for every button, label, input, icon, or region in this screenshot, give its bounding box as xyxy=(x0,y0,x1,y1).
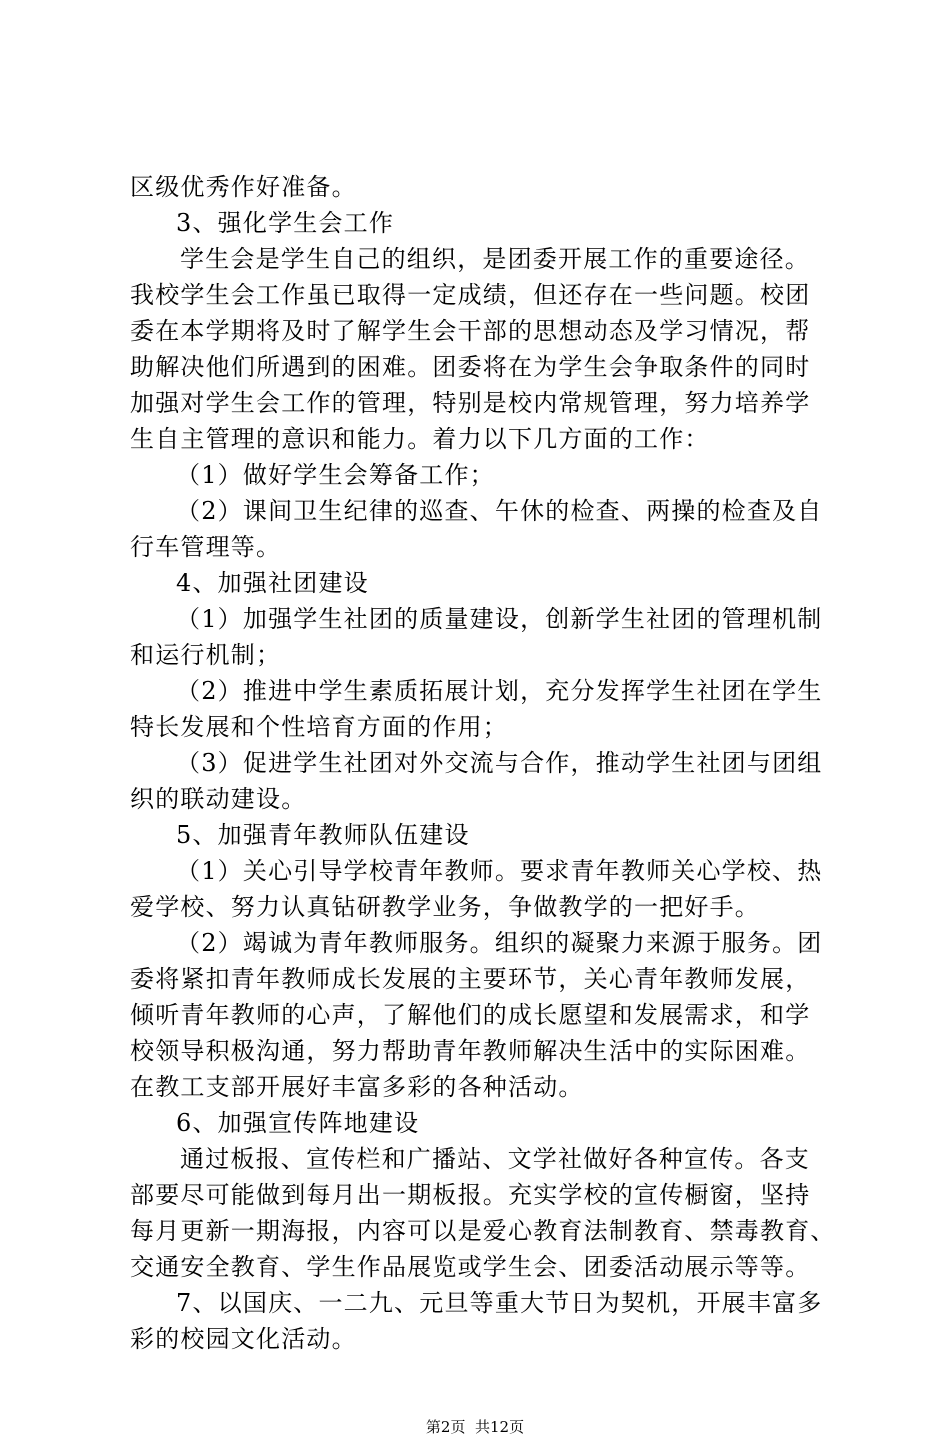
text-line: 每月更新一期海报，内容可以是爱心教育法制教育、禁毒教育、 xyxy=(130,1217,836,1245)
text-line: 织的联动建设。 xyxy=(130,785,307,813)
list-item: （1）加强学生社团的质量建设，创新学生社团的管理机制 xyxy=(176,605,823,633)
list-item: （1）关心引导学校青年教师。要求青年教师关心学校、热 xyxy=(176,857,823,885)
text-line: 交通安全教育、学生作品展览或学生会、团委活动展示等等。 xyxy=(130,1253,811,1281)
list-item: （2）课间卫生纪律的巡查、午休的检查、两操的检查及自 xyxy=(176,497,823,525)
text-line: 通过板报、宣传栏和广播站、文学社做好各种宣传。各支 xyxy=(180,1145,810,1173)
section-heading: 6、加强宣传阵地建设 xyxy=(176,1109,420,1137)
text-line: 倾听青年教师的心声，了解他们的成长愿望和发展需求，和学 xyxy=(130,1001,811,1029)
list-item: （2）推进中学生素质拓展计划，充分发挥学生社团在学生 xyxy=(176,677,823,705)
list-item: （1）做好学生会筹备工作； xyxy=(176,461,495,489)
section-heading: 4、加强社团建设 xyxy=(176,569,369,597)
section-heading: 7、以国庆、一二九、元旦等重大节日为契机，开展丰富多 xyxy=(176,1289,823,1317)
text-line: 在教工支部开展好丰富多彩的各种活动。 xyxy=(130,1073,584,1101)
section-heading: 3、强化学生会工作 xyxy=(176,209,395,237)
list-item: （3）促进学生社团对外交流与合作，推动学生社团与团组 xyxy=(176,749,823,777)
text-line: 区级优秀作好准备。 xyxy=(130,173,357,201)
text-line: 特长发展和个性培育方面的作用； xyxy=(130,713,508,741)
text-line: 加强对学生会工作的管理，特别是校内常规管理，努力培养学 xyxy=(130,389,811,417)
text-line: 部要尽可能做到每月出一期板报。充实学校的宣传橱窗，坚持 xyxy=(130,1181,811,1209)
text-line: 助解决他们所遇到的困难。团委将在为学生会争取条件的同时 xyxy=(130,353,811,381)
text-line: 我校学生会工作虽已取得一定成绩，但还存在一些问题。校团 xyxy=(130,281,811,309)
text-line: 生自主管理的意识和能力。着力以下几方面的工作： xyxy=(130,425,710,453)
text-line: 爱学校、努力认真钻研教学业务，争做教学的一把好手。 xyxy=(130,893,760,921)
text-line: 行车管理等。 xyxy=(130,533,282,561)
section-heading: 5、加强青年教师队伍建设 xyxy=(176,821,470,849)
list-item: （2）竭诚为青年教师服务。组织的凝聚力来源于服务。团 xyxy=(176,929,823,957)
text-line: 委在本学期将及时了解学生会干部的思想动态及学习情况，帮 xyxy=(130,317,811,345)
text-line: 和运行机制； xyxy=(130,641,282,669)
text-line: 校领导积极沟通，努力帮助青年教师解决生活中的实际困难。 xyxy=(130,1037,811,1065)
text-line: 学生会是学生自己的组织，是团委开展工作的重要途径。 xyxy=(180,245,810,273)
text-line: 彩的校园文化活动。 xyxy=(130,1325,357,1353)
text-line: 委将紧扣青年教师成长发展的主要环节，关心青年教师发展， xyxy=(130,965,811,993)
page-number-footer: 第2页 共12页 xyxy=(425,1418,525,1436)
